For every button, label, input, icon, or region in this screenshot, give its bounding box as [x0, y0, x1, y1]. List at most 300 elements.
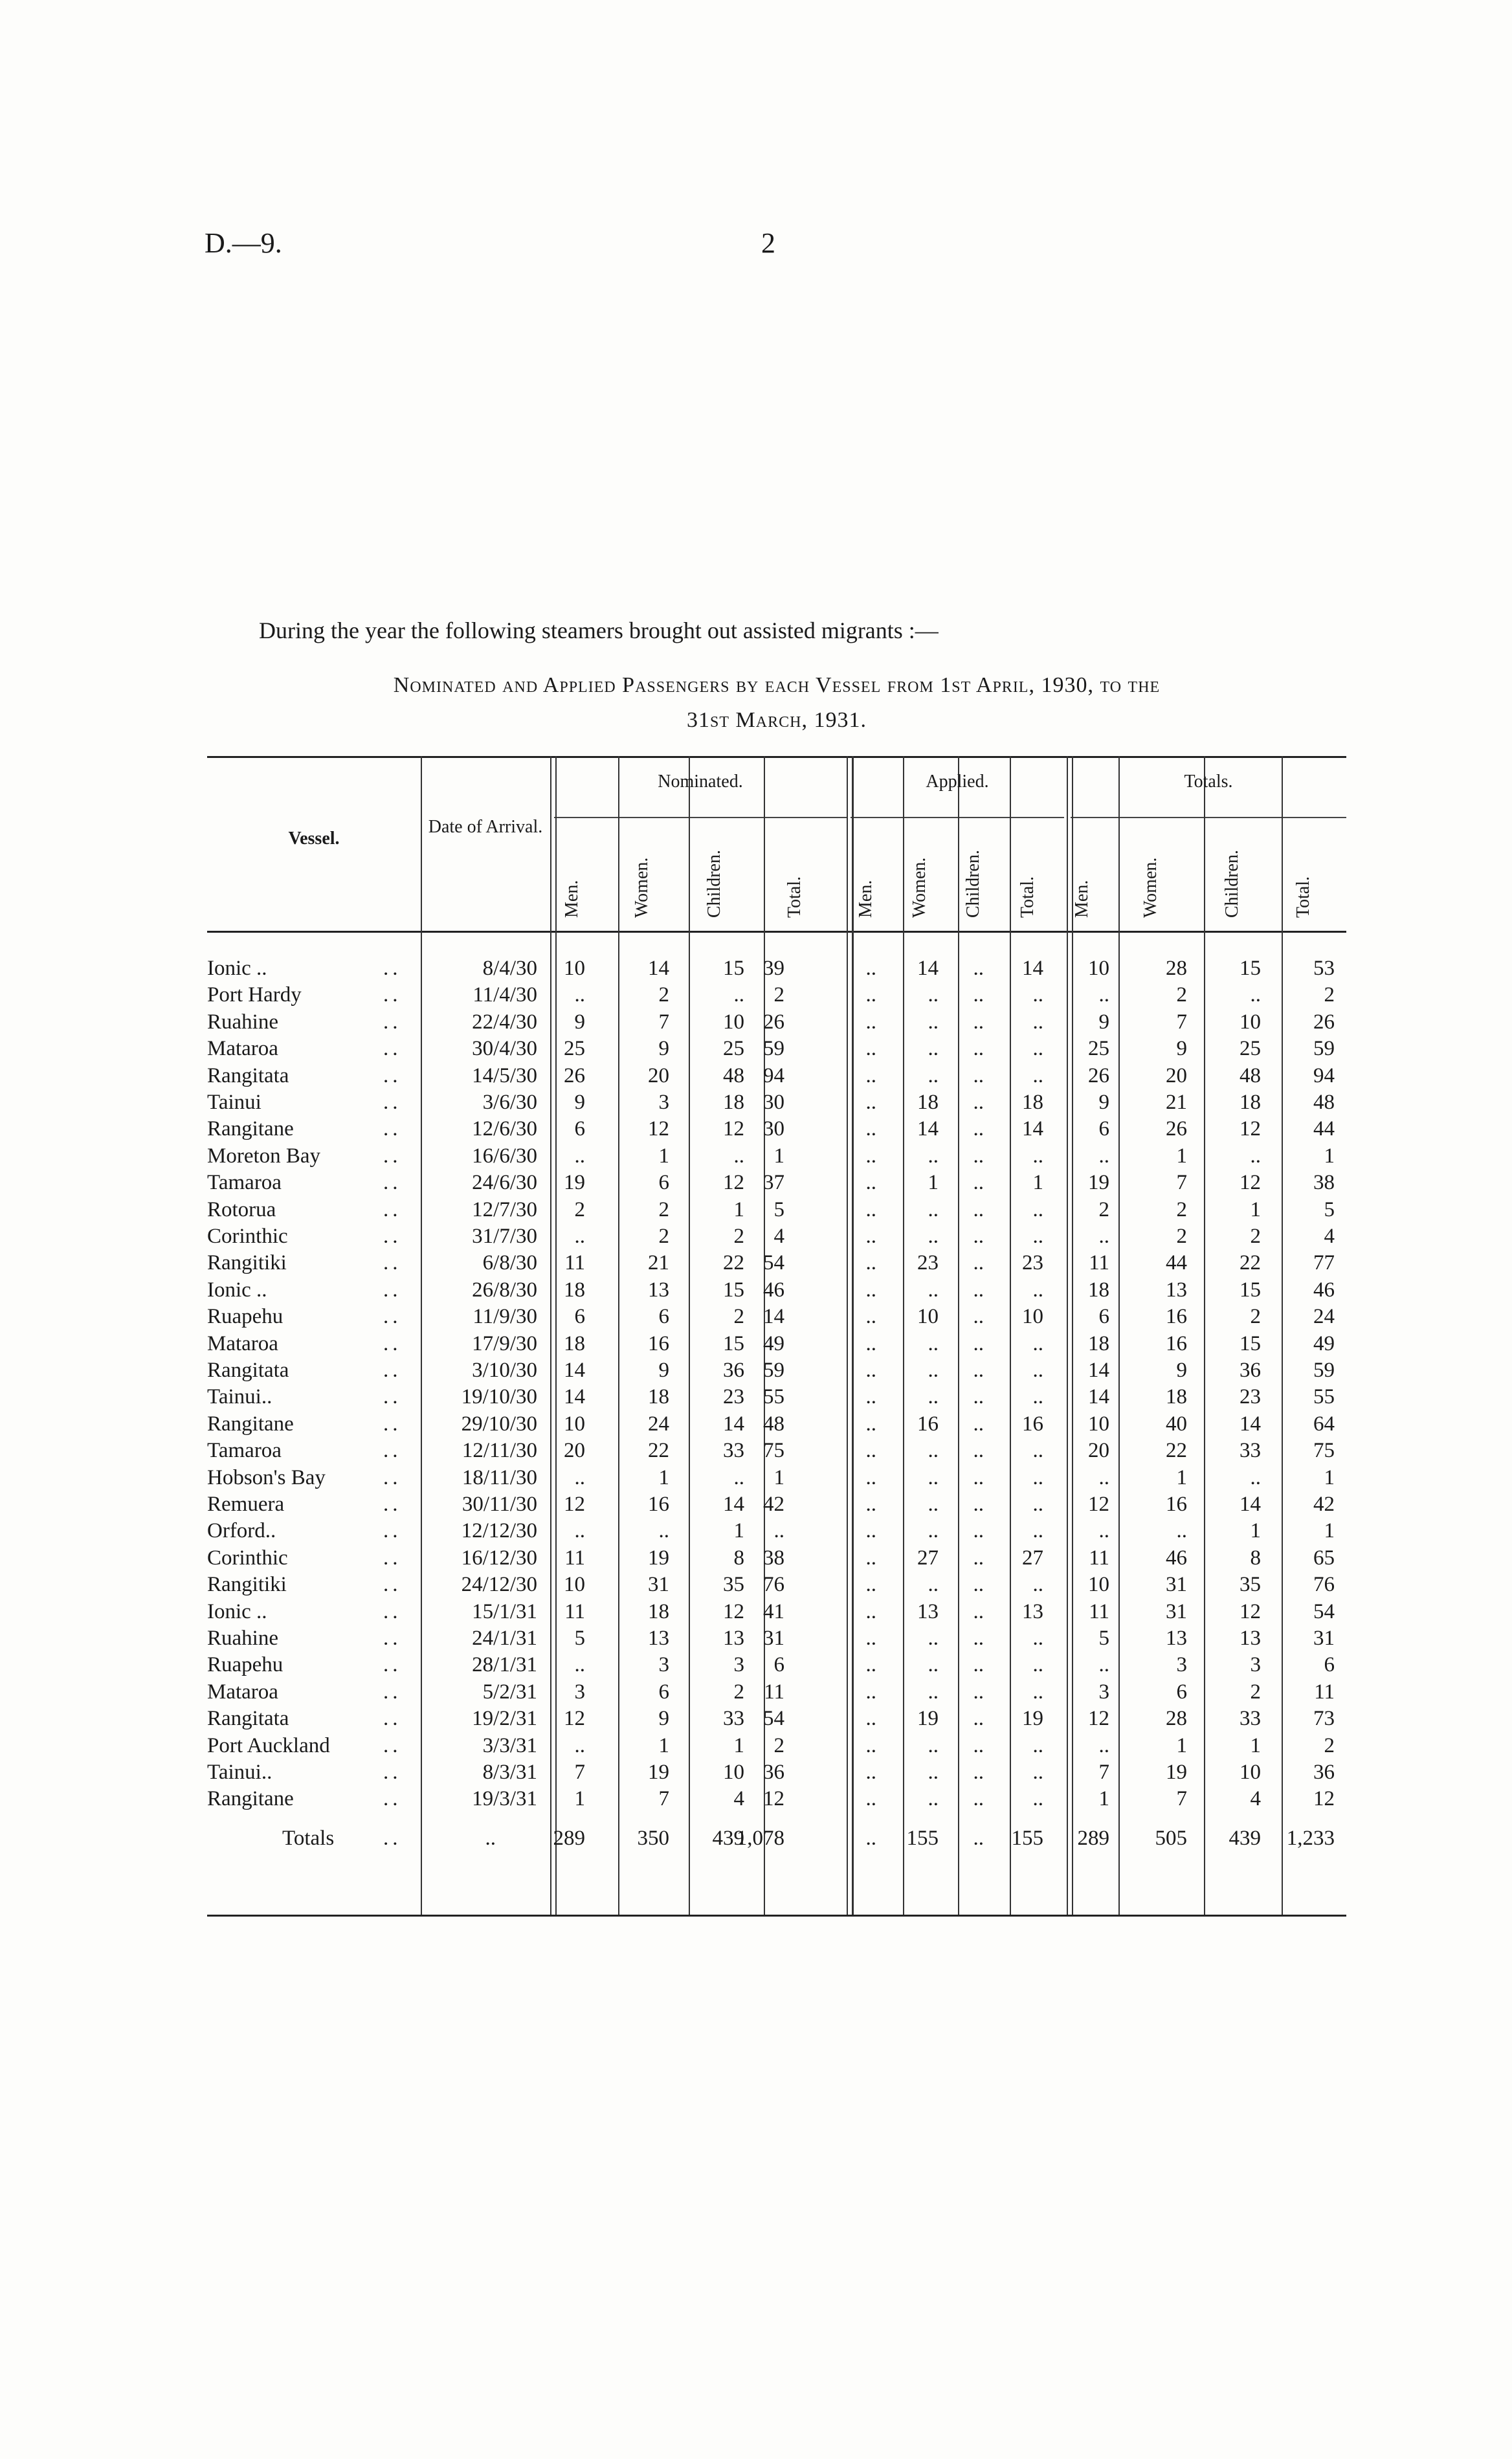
applied-women: 10	[917, 1305, 939, 1329]
nominated-children: 4	[733, 1787, 744, 1811]
vessel-name: Rangitata	[207, 1063, 289, 1087]
applied-total: ..	[1032, 1010, 1043, 1034]
nominated-women: 31	[648, 1573, 669, 1597]
applied-women: 1	[928, 1171, 939, 1195]
applied-total: 13	[1022, 1599, 1043, 1623]
totals-total: 55	[1313, 1385, 1335, 1409]
applied-women: ..	[928, 1465, 939, 1489]
nominated-total: 59	[763, 1037, 784, 1061]
vessel-name: Ionic ..	[207, 1599, 267, 1623]
vessel-name: Corinthic	[207, 1546, 288, 1570]
nominated-children: 2	[733, 1225, 744, 1248]
totals-children: 2	[1250, 1305, 1261, 1329]
applied-children: ..	[973, 1680, 984, 1704]
nominated-men: 1	[574, 1787, 585, 1811]
applied-total: ..	[1032, 1385, 1043, 1409]
nominated-total: 37	[763, 1171, 784, 1195]
applied-total: ..	[1032, 1359, 1043, 1382]
nominated-total: 6	[773, 1653, 784, 1677]
dot-leader: ..	[383, 1144, 402, 1168]
totals-total: 73	[1313, 1707, 1335, 1731]
vessel-name: Ruapehu	[207, 1305, 284, 1329]
totals-total: 2	[1324, 983, 1335, 1007]
nominated-women: 13	[648, 1278, 669, 1302]
vessel-name: Remuera	[207, 1493, 285, 1516]
nominated-men: 6	[574, 1305, 585, 1329]
nominated-children: 2	[733, 1305, 744, 1329]
applied-women: 14	[917, 957, 939, 980]
nominated-women: 1	[658, 1144, 669, 1168]
applied-women: ..	[928, 1063, 939, 1087]
totals-total: 1,233	[1286, 1827, 1335, 1850]
totals-total: 64	[1313, 1412, 1335, 1436]
dot-leader: ..	[383, 1359, 402, 1382]
totals-total: 77	[1313, 1251, 1335, 1275]
nominated-men: ..	[574, 983, 585, 1007]
nominated-children: 3	[733, 1653, 744, 1677]
applied-women: 23	[917, 1251, 939, 1275]
applied-women: ..	[928, 1680, 939, 1704]
table-row	[0, 1305, 1512, 1332]
totals-children: 22	[1240, 1251, 1261, 1275]
totals-men: 1	[1098, 1787, 1109, 1811]
applied-total: 1	[1032, 1171, 1043, 1195]
nominated-men: ..	[574, 1733, 585, 1757]
nominated-total: 54	[763, 1251, 784, 1275]
nominated-women: 6	[658, 1680, 669, 1704]
applied-men: ..	[865, 1465, 876, 1489]
applied-children: ..	[973, 1385, 984, 1409]
totals-total: 44	[1313, 1117, 1335, 1141]
nominated-women: 2	[658, 983, 669, 1007]
table-row	[0, 1385, 1512, 1412]
totals-children: 18	[1240, 1091, 1261, 1114]
totals-total: 38	[1313, 1171, 1335, 1195]
applied-children: ..	[973, 1010, 984, 1034]
nominated-children: 12	[723, 1117, 744, 1141]
nominated-women: 7	[658, 1787, 669, 1811]
totals-total: 26	[1313, 1010, 1335, 1034]
applied-total: 14	[1022, 1117, 1043, 1141]
dot-leader: ..	[383, 1091, 402, 1114]
nominated-children: 23	[723, 1385, 744, 1409]
totals-total: 4	[1324, 1225, 1335, 1248]
table-row	[0, 1493, 1512, 1520]
applied-women: ..	[928, 1653, 939, 1677]
sub-header-label: Children.	[963, 850, 983, 918]
totals-men: ..	[1098, 1653, 1109, 1677]
nominated-women: 2	[658, 1197, 669, 1221]
applied-women: ..	[928, 1037, 939, 1061]
totals-women: 7	[1176, 1010, 1187, 1034]
dot-leader: ..	[383, 983, 402, 1007]
applied-women: ..	[928, 1197, 939, 1221]
applied-children: ..	[973, 957, 984, 980]
vessel-name: Mataroa	[207, 1331, 278, 1355]
nominated-children: ..	[733, 1465, 744, 1489]
totals-total: 11	[1314, 1680, 1335, 1704]
totals-total: 12	[1313, 1787, 1335, 1811]
totals-children: ..	[1250, 1465, 1261, 1489]
dot-leader: ..	[383, 1787, 402, 1811]
nominated-total: 2	[773, 1733, 784, 1757]
nominated-men: 3	[574, 1680, 585, 1704]
arrival-date: 14/5/30	[472, 1063, 537, 1087]
vessel-name: Rangitata	[207, 1707, 289, 1731]
table-row	[0, 1225, 1512, 1252]
applied-women: ..	[928, 1787, 939, 1811]
totals-men: ..	[1098, 1519, 1109, 1543]
table-row	[0, 983, 1512, 1010]
nominated-women: 3	[658, 1653, 669, 1677]
nominated-children: 1	[733, 1733, 744, 1757]
dot-leader: ..	[383, 1599, 402, 1623]
nominated-women: 3	[658, 1091, 669, 1114]
nominated-men: 11	[564, 1251, 585, 1275]
applied-women: 27	[917, 1546, 939, 1570]
applied-children: ..	[973, 1707, 984, 1731]
applied-men: ..	[865, 1225, 876, 1248]
totals-women: 13	[1166, 1627, 1187, 1650]
dot-leader: ..	[383, 1171, 402, 1195]
applied-women: ..	[928, 1627, 939, 1650]
applied-men: ..	[865, 983, 876, 1007]
page-number: 2	[761, 227, 775, 259]
applied-children: ..	[973, 1037, 984, 1061]
applied-men: ..	[865, 1171, 876, 1195]
table-row	[0, 1064, 1512, 1091]
sub-header-label: Women.	[1140, 857, 1161, 918]
sub-header-label: Total.	[784, 876, 805, 918]
totals-women: ..	[1176, 1519, 1187, 1543]
applied-women: ..	[928, 1733, 939, 1757]
applied-total: ..	[1032, 1627, 1043, 1650]
applied-women: 19	[917, 1707, 939, 1731]
nominated-children: ..	[733, 1144, 744, 1168]
totals-men: ..	[1098, 1225, 1109, 1248]
nominated-children: 14	[723, 1412, 744, 1436]
arrival-date: 28/1/31	[472, 1653, 537, 1677]
table-bottom-rule	[207, 1915, 1346, 1917]
totals-women: 31	[1166, 1599, 1187, 1623]
totals-women: 2	[1176, 983, 1187, 1007]
applied-children: ..	[973, 1412, 984, 1436]
nominated-men: 12	[564, 1707, 585, 1731]
nominated-men: 9	[574, 1091, 585, 1114]
nominated-women: 2	[658, 1225, 669, 1248]
arrival-date: 24/12/30	[461, 1573, 537, 1597]
nominated-children: 2	[733, 1680, 744, 1704]
vessel-name: Rangitata	[207, 1359, 289, 1382]
nominated-men: 14	[564, 1359, 585, 1382]
nominated-children: 48	[723, 1063, 744, 1087]
applied-men: ..	[865, 1278, 876, 1302]
applied-children: ..	[973, 1063, 984, 1087]
totals-women: 16	[1166, 1305, 1187, 1329]
nominated-women: 350	[637, 1827, 669, 1850]
sub-header-label: Women.	[632, 857, 652, 918]
dot-leader: ..	[383, 1278, 402, 1302]
applied-children: ..	[973, 1761, 984, 1784]
totals-men: 18	[1088, 1278, 1109, 1302]
applied-total: ..	[1032, 1439, 1043, 1463]
applied-children: ..	[973, 1117, 984, 1141]
applied-total: 23	[1022, 1251, 1043, 1275]
totals-children: 10	[1240, 1010, 1261, 1034]
table-top-rule	[207, 756, 1346, 758]
totals-children: 15	[1240, 957, 1261, 980]
applied-children: ..	[973, 1091, 984, 1114]
applied-total: ..	[1032, 1653, 1043, 1677]
table-row	[0, 1707, 1512, 1734]
nominated-women: 19	[648, 1546, 669, 1570]
nominated-men: ..	[574, 1225, 585, 1248]
nominated-men: 14	[564, 1385, 585, 1409]
applied-children: ..	[973, 1787, 984, 1811]
totals-men: 19	[1088, 1171, 1109, 1195]
totals-men: ..	[1098, 1465, 1109, 1489]
nominated-women: 24	[648, 1412, 669, 1436]
totals-children: 12	[1240, 1117, 1261, 1141]
applied-total: 10	[1022, 1305, 1043, 1329]
applied-women: ..	[928, 1144, 939, 1168]
arrival-date: 11/9/30	[472, 1305, 537, 1329]
nominated-children: 15	[723, 1278, 744, 1302]
nominated-men: 19	[564, 1171, 585, 1195]
applied-children: ..	[973, 983, 984, 1007]
applied-children: ..	[973, 1305, 984, 1329]
totals-women: 9	[1176, 1359, 1187, 1382]
applied-men: ..	[865, 957, 876, 980]
totals-women: 1	[1176, 1465, 1187, 1489]
totals-women: 40	[1166, 1412, 1187, 1436]
nominated-women: 1	[658, 1733, 669, 1757]
nominated-women: 12	[648, 1117, 669, 1141]
applied-men: ..	[865, 1439, 876, 1463]
totals-children: 48	[1240, 1063, 1261, 1087]
sub-header-label: Men.	[562, 880, 582, 918]
nominated-men: 11	[564, 1546, 585, 1570]
table-row	[0, 1144, 1512, 1172]
totals-women: 2	[1176, 1225, 1187, 1248]
totals-women: 1	[1176, 1733, 1187, 1757]
applied-women: 155	[906, 1827, 939, 1850]
totals-men: 6	[1098, 1305, 1109, 1329]
nominated-total: 76	[763, 1573, 784, 1597]
sub-header-label: Total.	[1017, 876, 1038, 918]
table-row	[0, 1466, 1512, 1493]
totals-women: 9	[1176, 1037, 1187, 1061]
totals-men: ..	[1098, 983, 1109, 1007]
applied-women: ..	[928, 1519, 939, 1543]
nominated-women: 9	[658, 1707, 669, 1731]
table-row	[0, 1010, 1512, 1038]
totals-women: 13	[1166, 1278, 1187, 1302]
nominated-women: 6	[658, 1305, 669, 1329]
totals-women: 28	[1166, 957, 1187, 980]
nominated-women: 6	[658, 1171, 669, 1195]
table-row	[0, 1653, 1512, 1680]
applied-men: ..	[865, 1331, 876, 1355]
applied-children: ..	[973, 1599, 984, 1623]
nominated-men: 18	[564, 1278, 585, 1302]
totals-children: 4	[1250, 1787, 1261, 1811]
totals-total: 1	[1324, 1465, 1335, 1489]
table-row	[0, 1573, 1512, 1600]
totals-total: 65	[1313, 1546, 1335, 1570]
nominated-women: 21	[648, 1251, 669, 1275]
arrival-date: 30/11/30	[461, 1493, 537, 1516]
applied-total: ..	[1032, 1733, 1043, 1757]
vessel-name: Tainui..	[207, 1385, 272, 1409]
totals-total: 59	[1313, 1037, 1335, 1061]
nominated-men: 12	[564, 1493, 585, 1516]
applied-children: ..	[973, 1519, 984, 1543]
totals-men: ..	[1098, 1733, 1109, 1757]
nominated-women: 16	[648, 1331, 669, 1355]
nominated-total: 55	[763, 1385, 784, 1409]
applied-total: ..	[1032, 1680, 1043, 1704]
nominated-total: 14	[763, 1305, 784, 1329]
applied-women: 14	[917, 1117, 939, 1141]
group-header-nominated: Nominated.	[658, 772, 743, 792]
vessel-name: Ruahine	[207, 1627, 278, 1650]
nominated-women: 9	[658, 1359, 669, 1382]
sub-header-label: Children.	[1222, 850, 1242, 918]
totals-women: 31	[1166, 1573, 1187, 1597]
dot-leader: ..	[383, 1117, 402, 1141]
totals-total: 48	[1313, 1091, 1335, 1114]
vessel-name: Rangitiki	[207, 1251, 287, 1275]
dot-leader: ..	[383, 1761, 402, 1784]
table-row	[0, 957, 1512, 984]
applied-total: ..	[1032, 1787, 1043, 1811]
vessel-name: Rangitane	[207, 1787, 294, 1811]
totals-women: 3	[1176, 1653, 1187, 1677]
nominated-total: 30	[763, 1117, 784, 1141]
dot-leader: ..	[383, 957, 402, 980]
totals-men: 289	[1077, 1827, 1109, 1850]
table-row	[0, 1278, 1512, 1306]
nominated-total: 1	[773, 1465, 784, 1489]
nominated-men: 26	[564, 1063, 585, 1087]
totals-children: ..	[1250, 983, 1261, 1007]
arrival-date: 11/4/30	[472, 983, 537, 1007]
arrival-date: 15/1/31	[472, 1599, 537, 1623]
applied-children: ..	[973, 1546, 984, 1570]
arrival-date: 12/11/30	[461, 1439, 537, 1463]
table-row	[0, 1251, 1512, 1278]
totals-total: 36	[1313, 1761, 1335, 1784]
dot-leader: ..	[383, 1439, 402, 1463]
nominated-total: 1,078	[736, 1827, 784, 1850]
applied-men: ..	[865, 1063, 876, 1087]
totals-men: 10	[1088, 1412, 1109, 1436]
applied-men: ..	[865, 1305, 876, 1329]
applied-total: ..	[1032, 1761, 1043, 1784]
applied-women: ..	[928, 1225, 939, 1248]
totals-women: 18	[1166, 1385, 1187, 1409]
applied-total: ..	[1032, 1037, 1043, 1061]
totals-total: 53	[1313, 957, 1335, 980]
totals-men: 18	[1088, 1331, 1109, 1355]
applied-men: ..	[865, 1707, 876, 1731]
nominated-women: 16	[648, 1493, 669, 1516]
nominated-total: 49	[763, 1331, 784, 1355]
nominated-total: 54	[763, 1707, 784, 1731]
dot-leader: ..	[383, 1197, 402, 1221]
vessel-name: Tamaroa	[207, 1171, 282, 1195]
totals-total: 94	[1313, 1063, 1335, 1087]
applied-men: ..	[865, 1627, 876, 1650]
nominated-children: 8	[733, 1546, 744, 1570]
vessel-name: Hobson's Bay	[207, 1465, 326, 1489]
dot-leader: ..	[383, 1251, 402, 1275]
table-row	[0, 1600, 1512, 1627]
nominated-children: ..	[733, 983, 744, 1007]
totals-total: 1	[1324, 1144, 1335, 1168]
totals-women: 16	[1166, 1331, 1187, 1355]
applied-women: ..	[928, 1385, 939, 1409]
nominated-total: 1	[773, 1144, 784, 1168]
applied-total: 14	[1022, 957, 1043, 980]
arrival-date: 22/4/30	[472, 1010, 537, 1034]
table-row	[0, 1091, 1512, 1118]
totals-men: 25	[1088, 1037, 1109, 1061]
vessel-name: Port Hardy	[207, 983, 302, 1007]
totals-children: 35	[1240, 1573, 1261, 1597]
nominated-women: 19	[648, 1761, 669, 1784]
arrival-date: 12/6/30	[472, 1117, 537, 1141]
arrival-date: 19/2/31	[472, 1707, 537, 1731]
nominated-children: 35	[723, 1573, 744, 1597]
applied-men: ..	[865, 1144, 876, 1168]
nominated-total: 11	[764, 1680, 784, 1704]
arrival-date: 18/11/30	[461, 1465, 537, 1489]
applied-children: ..	[973, 1653, 984, 1677]
applied-men: ..	[865, 1519, 876, 1543]
arrival-date: 17/9/30	[472, 1331, 537, 1355]
applied-men: ..	[865, 1117, 876, 1141]
applied-children: ..	[973, 1331, 984, 1355]
totals-row	[0, 1827, 1512, 1854]
arrival-date: 29/10/30	[461, 1412, 537, 1436]
dot-leader: ..	[383, 1331, 402, 1355]
applied-men: ..	[865, 1787, 876, 1811]
totals-men: 26	[1088, 1063, 1109, 1087]
totals-total: 54	[1313, 1599, 1335, 1623]
arrival-date: 3/10/30	[472, 1359, 537, 1382]
totals-men: 20	[1088, 1439, 1109, 1463]
nominated-men: 5	[574, 1627, 585, 1650]
totals-children: 2	[1250, 1680, 1261, 1704]
applied-women: ..	[928, 1331, 939, 1355]
totals-women: 2	[1176, 1197, 1187, 1221]
nominated-total: 48	[763, 1412, 784, 1436]
totals-children: 33	[1240, 1439, 1261, 1463]
totals-total: 59	[1313, 1359, 1335, 1382]
nominated-total: 36	[763, 1761, 784, 1784]
totals-children: 25	[1240, 1037, 1261, 1061]
totals-women: 46	[1166, 1546, 1187, 1570]
totals-women: 26	[1166, 1117, 1187, 1141]
table-row	[0, 1037, 1512, 1064]
nominated-children: 10	[723, 1010, 744, 1034]
applied-total: ..	[1032, 1144, 1043, 1168]
applied-children: ..	[973, 1278, 984, 1302]
sub-header-label: Men.	[856, 880, 876, 918]
totals-men: 10	[1088, 957, 1109, 980]
